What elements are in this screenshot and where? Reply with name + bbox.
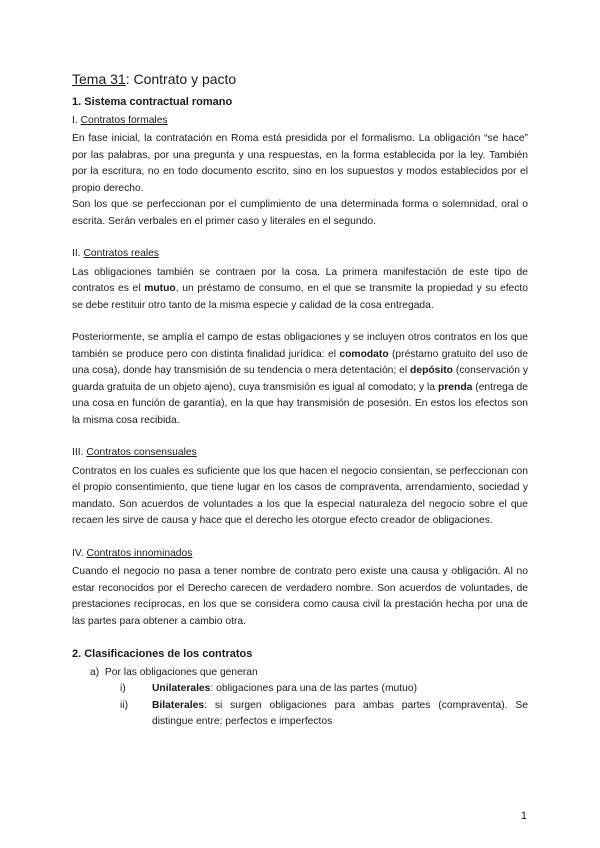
formales-paragraph-1: En fase inicial, la contratación en Roma está presidida por el formalismo. La obligación “se hace” por las palabras, por una pregunta y una respuestas, en la forma establecida por la ley. También por la escritura, no en todo documento escrito, sino en los supuestos y modos establecidos por el propio derecho. xyxy=(72,133,528,194)
formales-name: Contratos formales xyxy=(80,114,168,126)
consensuales-num: III. xyxy=(72,447,87,458)
reales-p2-term-deposito: depósito xyxy=(410,365,453,376)
list-a-marker: a) xyxy=(90,666,100,678)
reales-p1-text-a: Las obligaciones también se contraen por la cosa. La primera manifestación de este tipo de contratos es el xyxy=(72,266,528,294)
reales-heading xyxy=(72,246,528,263)
page-number: 1 xyxy=(520,810,527,822)
innominados-num: IV. xyxy=(72,547,87,559)
list-i-term: Unilaterales xyxy=(152,683,211,694)
list-ii-term: Bilaterales xyxy=(152,699,205,711)
reales-p1-text-c: , un préstamo de consumo, en el que se transmite la propiedad y su efecto se debe restituir otro tanto de la misma especie y calidad de la cosa entregada. xyxy=(72,283,529,311)
list-ii-text: : si surgen obligaciones para ambas partes (compraventa). Se distingue entre: perfectos e imperfectos xyxy=(152,699,528,727)
list-i-text: : obligaciones para una de las partes (mutuo) xyxy=(210,683,418,694)
title-rest: : Contrato y pacto xyxy=(125,71,237,87)
list-item-a xyxy=(90,665,528,682)
consensuales-name: Contratos consensuales xyxy=(86,447,197,458)
list-ii-marker: ii) xyxy=(120,699,129,711)
list-a-text: Por las obligaciones que generan xyxy=(104,666,258,678)
section1-heading: 1. Sistema contractual romano xyxy=(72,96,233,108)
reales-name: Contratos reales xyxy=(83,248,160,259)
reales-paragraph-1 xyxy=(72,265,528,315)
reales-p2-text-g: (entrega de una cosa en función de garantía), en la que hay transmisión de posesión. En estos los efectos son la misma cosa recibida. xyxy=(72,381,528,426)
section2-heading: 2. Clasificaciones de los contratos xyxy=(72,648,253,660)
formales-paragraph-2: Son los que se perfeccionan por el cumplimiento de una determinada forma o solemnidad, oral o escrita. Serán verbales en el primer caso y literales en el segundo. xyxy=(72,199,528,227)
innominados-paragraph: Cuando el negocio no pasa a tener nombre de contrato pero existe una causa y obligación. Al no estar reconocidos por el Derecho carecen de verdadero nombre. Son acuerdos de voluntades, de prestaciones recíprocas, en los que se considera como causa civil la prestación hecha por una de las partes para obtener a cambio otra. xyxy=(72,566,528,627)
reales-p2-term-prenda: prenda xyxy=(438,381,473,393)
reales-p2-text-e: (conservación y guarda gratuita de un objeto ajeno), cuya transmisión es igual al comodato; y la xyxy=(72,365,528,393)
list-i-marker: i) xyxy=(120,683,126,694)
innominados-heading xyxy=(72,546,528,563)
consensuales-heading xyxy=(72,445,528,462)
reales-p2-text-c: (préstamo gratuito del uso de una cosa), donde hay transmisión de su tendencia o mera detentación; el xyxy=(72,348,529,376)
reales-p2-text-a: Posteriormente, se amplía el campo de estas obligaciones y se incluyen otros contratos en los que también se produce pero con distinta finalidad jurídica: el xyxy=(72,332,528,360)
reales-p2-term-comodato: comodato xyxy=(339,348,389,360)
formales-heading xyxy=(72,113,528,130)
document-content xyxy=(72,70,528,731)
list-item-i xyxy=(120,681,528,698)
title-tema: Tema 31 xyxy=(72,71,126,87)
reales-num: II. xyxy=(72,248,84,259)
reales-p1-term-mutuo: mutuo xyxy=(144,283,176,294)
consensuales-paragraph: Contratos en los cuales es suficiente que los que hacen el negocio consientan, se perfeccionan con el propio consentimiento, que tiene lugar en los casos de compraventa, arrendamiento, sociedad y mandato. Son acuerdos de voluntades a los que la especial naturaleza del negocio sobre el que recaen les sirve de causa y hace que el derecho les otorgue efecto creador de obligaciones. xyxy=(72,465,528,526)
reales-paragraph-2 xyxy=(72,330,528,429)
list-item-ii xyxy=(120,698,528,731)
innominados-name: Contratos innominados xyxy=(86,547,193,559)
page-title xyxy=(72,70,528,88)
formales-num: I. xyxy=(72,114,81,126)
